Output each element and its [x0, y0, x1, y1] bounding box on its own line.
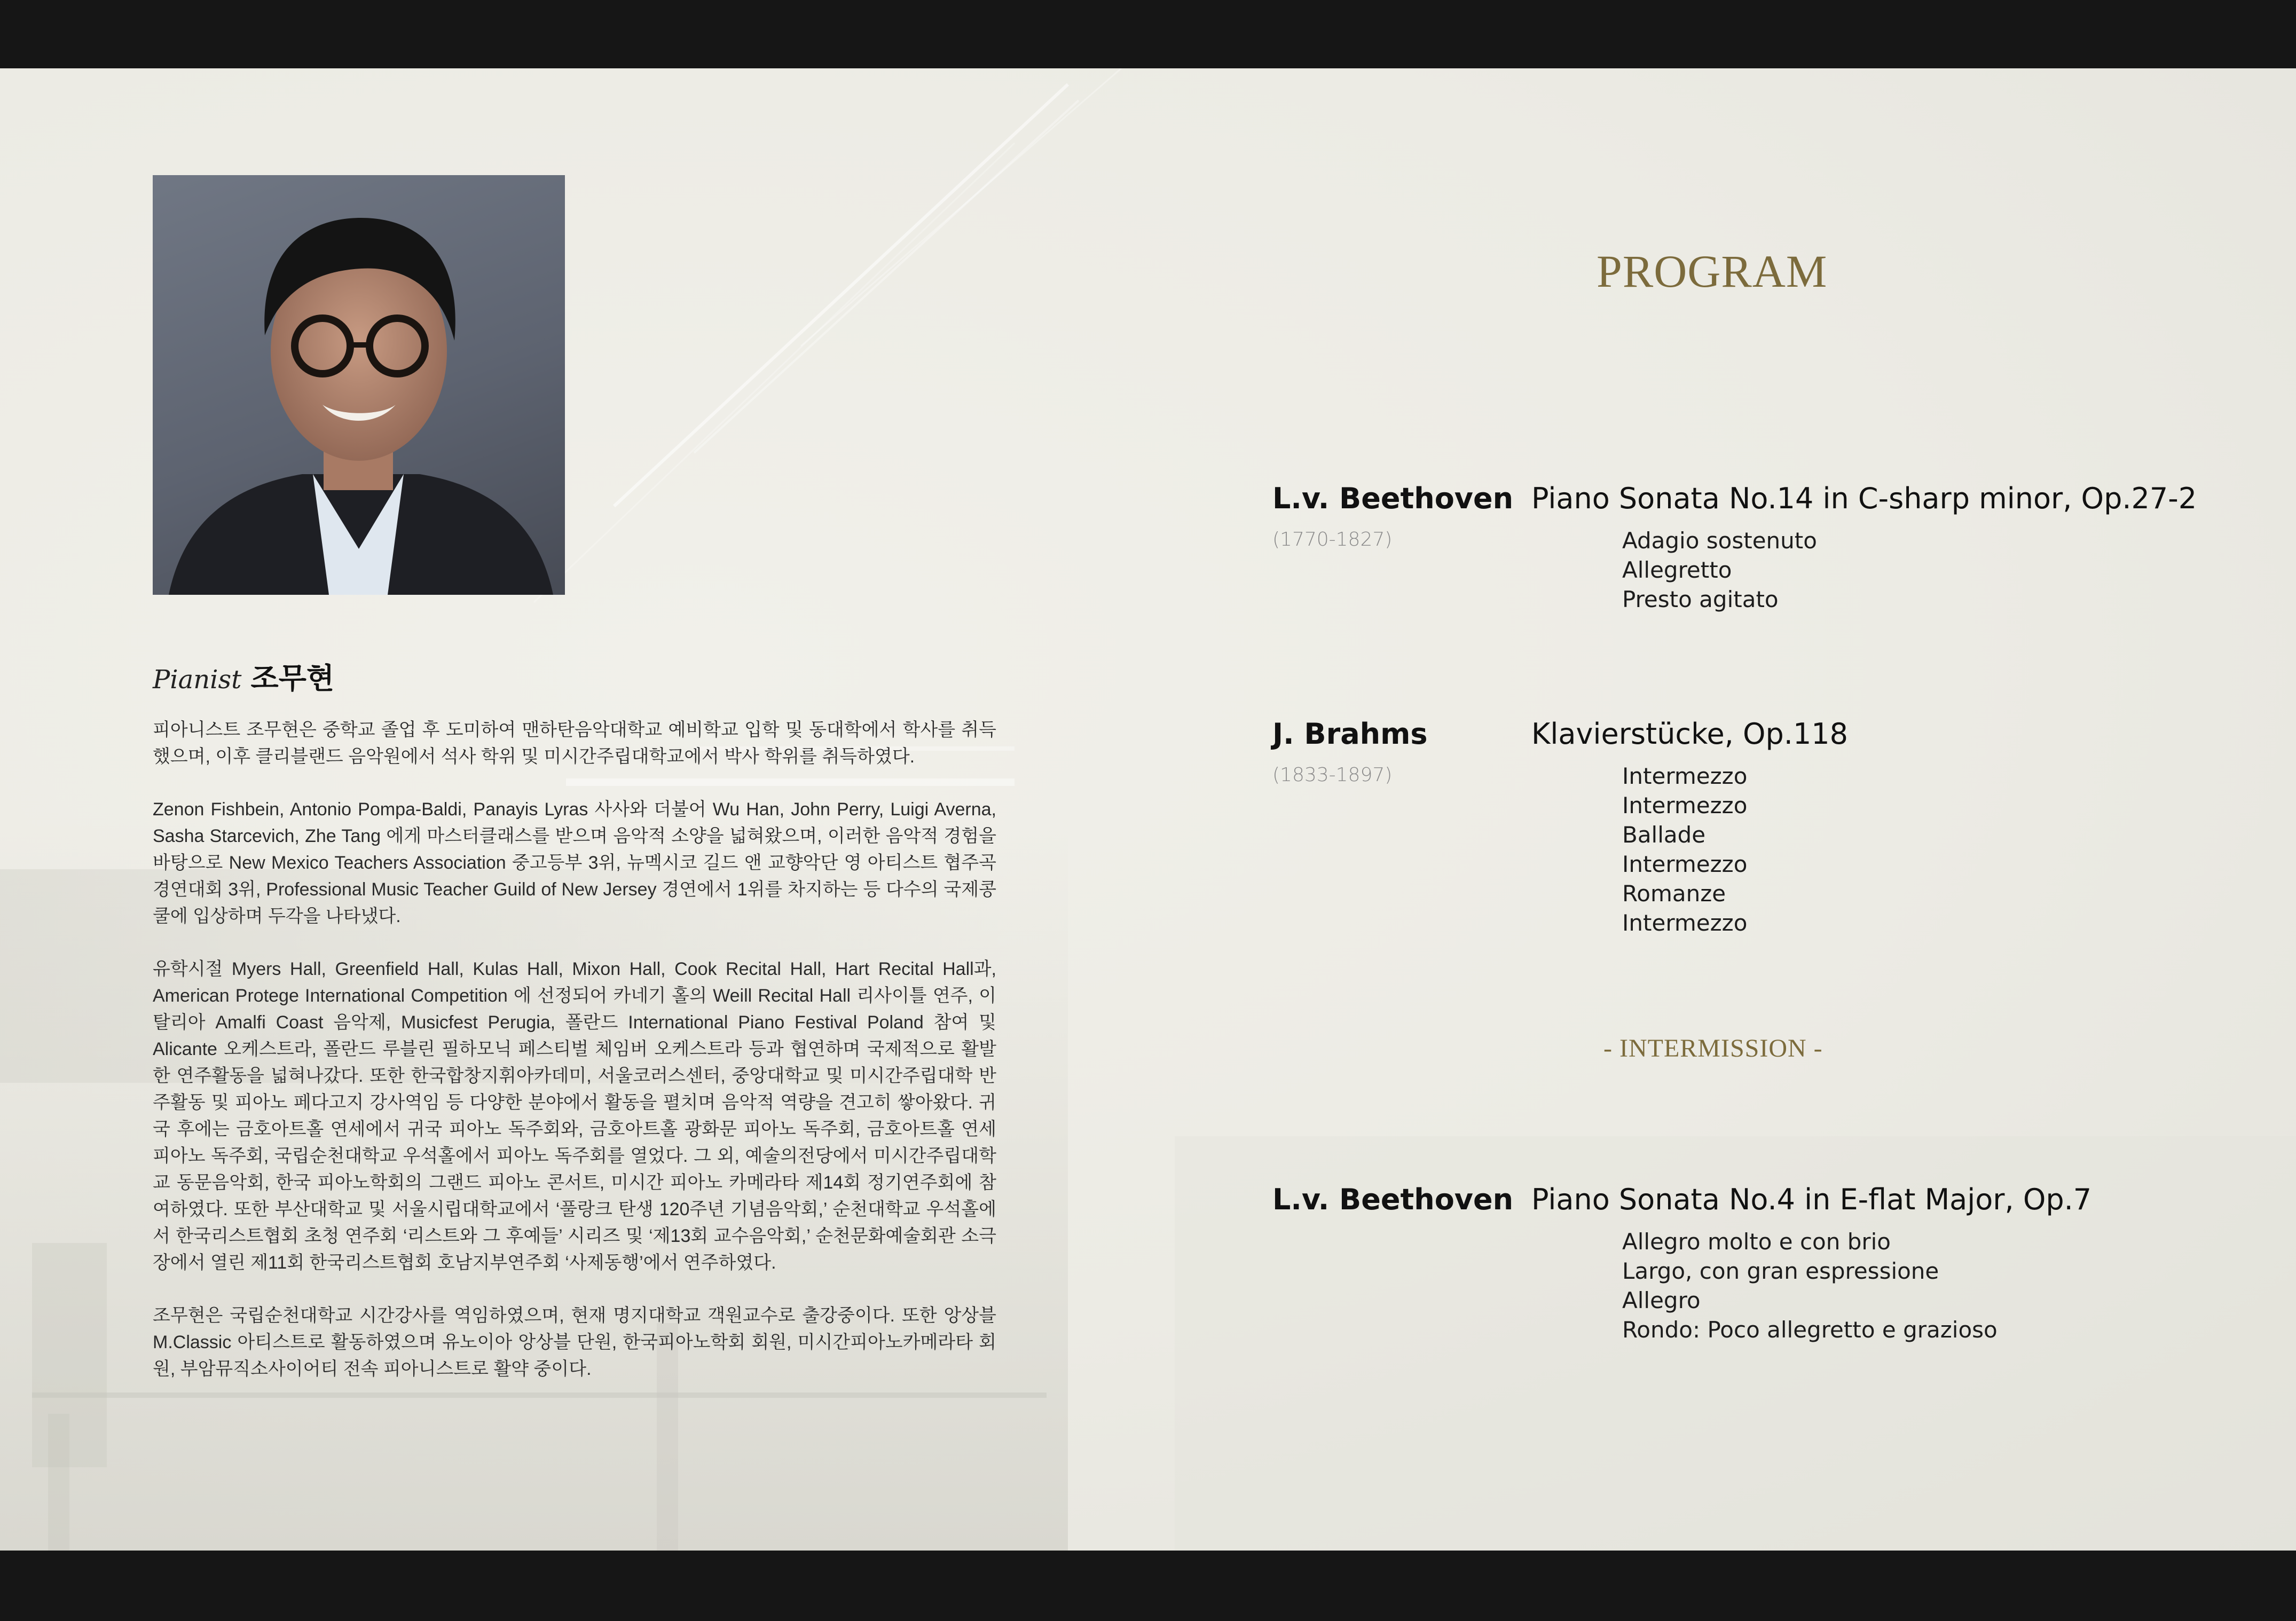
movement-item: Rondo: Poco allegretto e grazioso: [1622, 1317, 1998, 1343]
performer-name: 조무현: [250, 662, 335, 695]
pianist-portrait-photo: [153, 175, 565, 595]
composer-years: (1770-1827): [1272, 529, 1393, 550]
movement-item: Presto agitato: [1622, 586, 1779, 612]
movement-item: Adagio sostenuto: [1622, 528, 1817, 554]
movement-item: Intermezzo: [1622, 851, 1748, 877]
movement-item: Romanze: [1622, 880, 1726, 907]
bio-paragraph: 조무현은 국립순천대학교 시간강사를 역임하였으며, 현재 명지대학교 객원교수로 출강중이다. 또한 앙상블 M.Classic 아티스트로 활동하였으며 유노이아 앙상블 단원, 한국피아노학회 회원, 미시간피아노카메라타 회원, 부암뮤직소사이어티 전속 피아니스트로 활약 중이다.: [153, 1305, 996, 1379]
composer-years: (1833-1897): [1272, 764, 1393, 786]
intermission-label: - INTERMISSION -: [1603, 1034, 1823, 1063]
movement-item: Largo, con gran espressione: [1622, 1258, 1939, 1284]
composer-name: J. Brahms: [1272, 717, 1428, 751]
bio-paragraph: 피아니스트 조무현은 중학교 졸업 후 도미하여 맨하탄음악대학교 예비학교 입학 및 동대학에서 학사를 취득했으며, 이후 클리블랜드 음악원에서 석사 학위 및 미시간주립대학교에서 박사 학위를 취득하였다.: [153, 720, 996, 767]
movement-list: [1622, 1227, 1998, 1344]
movement-item: Ballade: [1622, 822, 1706, 848]
composer-name: L.v. Beethoven: [1272, 1183, 1514, 1216]
movement-item: Intermezzo: [1622, 792, 1748, 819]
work-title: Klavierstücke, Op.118: [1531, 717, 1849, 751]
work-title: Piano Sonata No.4 in E-flat Major, Op.7: [1531, 1183, 2092, 1216]
program-title: PROGRAM: [1597, 246, 1828, 297]
composer-name: L.v. Beethoven: [1272, 482, 1514, 515]
movement-list: [1622, 526, 1817, 614]
movement-item: Intermezzo: [1622, 763, 1748, 789]
program-spread: [0, 68, 2296, 1551]
movement-list: [1622, 761, 1747, 938]
movement-item: Allegretto: [1622, 557, 1732, 583]
movement-item: Allegro molto e con brio: [1622, 1229, 1891, 1255]
bio-paragraph: 유학시절 Myers Hall, Greenfield Hall, Kulas Hall, Mixon Hall, Cook Recital Hall, Hart Recital Hall과, American Protege International Competition 에 선정되어 카네기 홀의 Weill Recital Hall 리사이틀 연주, 이탈리아 Amalfi Coast 음악제, Musicfest Perugia, 폴란드 International Piano Festival Poland 참여 및 Alicante 오케스트라, 폴란드 루블린 필하모닉 페스티벌 체임버 오케스트라 등과 협연하며 국제적으로 활발한 연주활동을 넓혀나갔다. 또한 한국합창지휘아카데미, 서울코러스센터, 중앙대학교 및 미시간주립대학 반주활동 및 피아노 페다고지 강사역임 등 다양한 분야에서 활동을 펼치며 음악적 역량을 견고히 쌓아왔다. 귀국 후에는 금호아트홀 연세에서 귀국 피아노 독주회와, 금호아트홀 광화문 피아노 독주회, 금호아트홀 연세 피아노 독주회, 국립순천대학교 우석홀에서 피아노 독주회를 열었다. 그 외, 예술의전당에서 미시간주립대학교 동문음악회, 한국 피아노학회의 그랜드 피아노 콘서트, 미시간 피아노 카메라타 제14회 정기연주회에 참여하였다. 또한 부산대학교 및 서울시립대학교에서 ‘풀랑크 탄생 120주년 기념음악회,’ 순천대학교 우석홀에서 한국리스트협회 초청 연주회 ‘리스트와 그 후예들’ 시리즈 및 ‘제13회 교수음악회,’ 순천문화예술회관 소극장에서 열린 제11회 한국리스트협회 호남지부연주회 ‘사제동행’에서 연주하였다.: [153, 959, 996, 1273]
pianist-name-heading: [153, 656, 334, 697]
work-title: Piano Sonata No.14 in C-sharp minor, Op.27-2: [1531, 482, 2197, 515]
bio-paragraph: Zenon Fishbein, Antonio Pompa-Baldi, Panayis Lyras 사사와 더불어 Wu Han, John Perry, Luigi Averna, Sasha Starcevich, Zhe Tang 에게 마스터클래스를 받으며 음악적 소양을 넓혀왔으며, 이러한 음악적 경험을 바탕으로 New Mexico Teachers Association 중고등부 3위, 뉴멕시코 길드 앤 교향악단 영 아티스트 협주곡 경연대회 3위, Professional Music Teacher Guild of New Jersey 경연에서 1위를 차지하는 등 다수의 국제콩쿨에 입상하며 두각을 나타냈다.: [153, 799, 996, 926]
movement-item: Allegro: [1622, 1287, 1701, 1313]
biography: [153, 717, 996, 1408]
movement-item: Intermezzo: [1622, 910, 1748, 936]
performer-role: Pianist: [153, 665, 242, 695]
